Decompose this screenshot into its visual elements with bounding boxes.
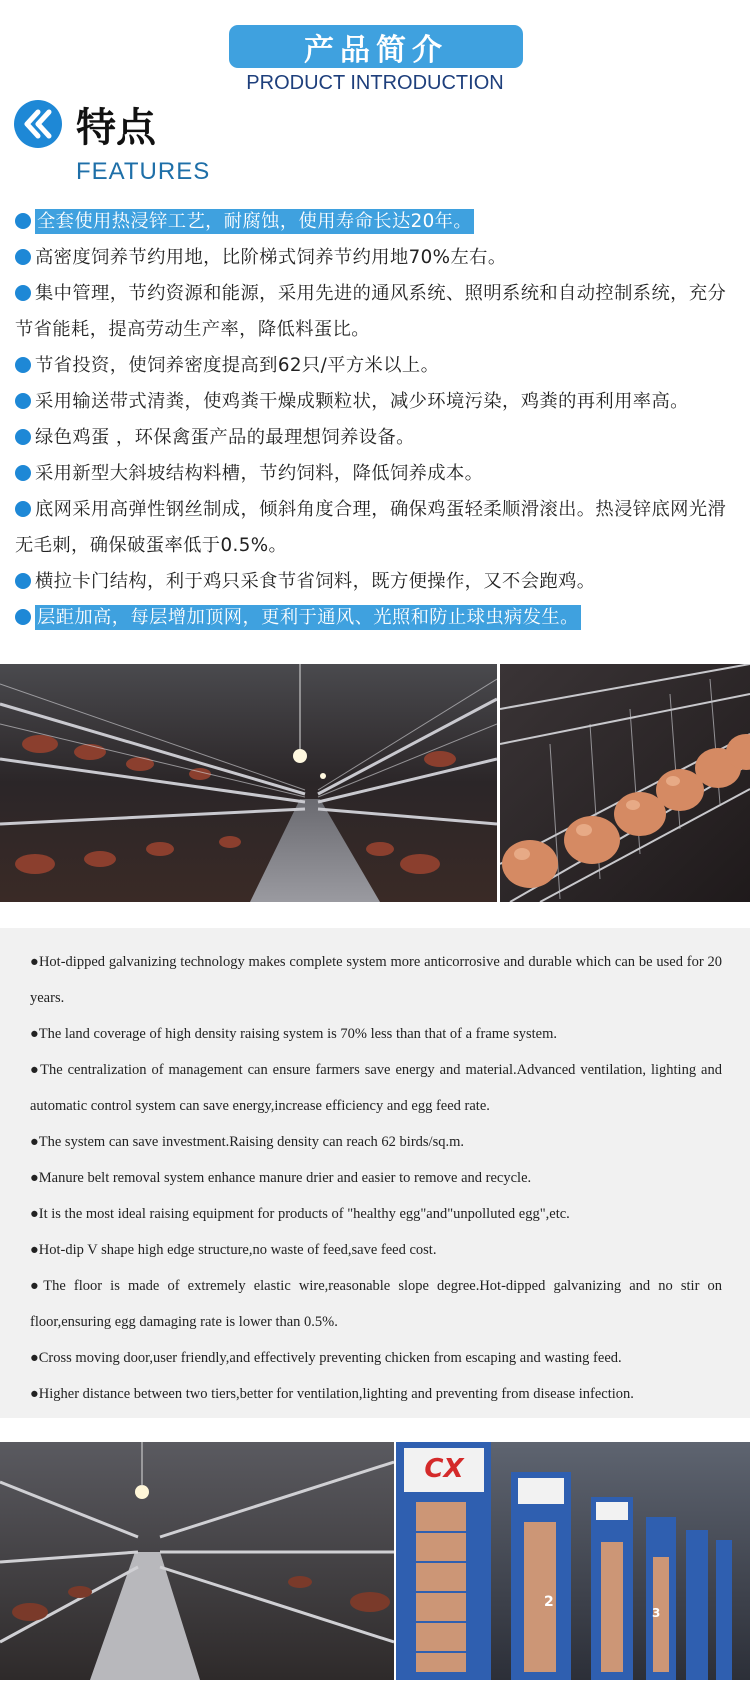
feature-text: 绿色鸡蛋 ，环保禽蛋产品的最理想饲养设备。 xyxy=(35,427,415,448)
bullet-dot-icon xyxy=(15,213,31,229)
feature-text: 节省投资，使饲养密度提高到62只/平方米以上。 xyxy=(35,355,440,376)
bullet-dot-icon xyxy=(15,609,31,625)
feature-item xyxy=(15,564,737,600)
brand-logo: CX xyxy=(424,1454,464,1484)
tier-number-label: 3 xyxy=(652,1606,661,1620)
feature-item xyxy=(15,204,737,240)
bullet-dot-icon xyxy=(15,249,31,265)
feature-item-en: ●Manure belt removal system enhance manure drier and easier to remove and recycle. xyxy=(30,1170,532,1186)
features-title: 特点 xyxy=(76,105,156,151)
feature-item xyxy=(15,276,737,348)
feature-item-en: ●Cross moving door,user friendly,and effectively preventing chicken from escaping and wasting feed. xyxy=(30,1350,622,1366)
feature-item-en: ●The system can save investment.Raising density can reach 62 birds/sq.m. xyxy=(30,1134,464,1150)
feature-text: 集中管理，节约资源和能源，采用先进的通风系统、照明系统和自动控制系统，充分节省能耗，提高劳动生产率，降低料蛋比。 xyxy=(15,283,727,340)
features-subtitle: FEATURES xyxy=(76,158,211,185)
double-chevron-left-icon xyxy=(14,100,62,148)
feature-text: 底网采用高弹性钢丝制成，倾斜角度合理，确保鸡蛋轻柔顺滑滚出。热浸锌底网光滑无毛刺，确保破蛋率低于0.5%。 xyxy=(15,499,727,556)
feature-text: 层距加高，每层增加顶网，更利于通风、光照和防止球虫病发生。 xyxy=(37,607,579,628)
features-list-cn xyxy=(15,204,737,636)
bullet-dot-icon xyxy=(15,357,31,373)
feature-item xyxy=(15,348,737,384)
bullet-dot-icon xyxy=(15,285,31,301)
feature-item xyxy=(15,456,737,492)
feature-text: 横拉卡门结构，利于鸡只采食节省饲料，既方便操作，又不会跑鸡。 xyxy=(35,571,596,592)
bullet-dot-icon xyxy=(15,465,31,481)
tier-number-label: 2 xyxy=(544,1594,554,1610)
feature-item xyxy=(15,240,737,276)
feature-item-en: ●It is the most ideal raising equipment for products of "healthy egg"and"unpolluted egg",etc. xyxy=(30,1206,570,1222)
feature-item-en: ●Hot-dip V shape high edge structure,no waste of feed,save feed cost. xyxy=(30,1242,437,1258)
feature-item-en: ●Hot-dipped galvanizing technology makes complete system more anticorrosive and durable which can be used for 20 years. xyxy=(30,954,722,1006)
feature-item xyxy=(15,492,737,564)
product-intro-title: 产品简介 xyxy=(229,25,523,68)
feature-text: 全套使用热浸锌工艺，耐腐蚀，使用寿命长达20年。 xyxy=(37,211,473,232)
bullet-dot-icon xyxy=(15,393,31,409)
features-panel-en xyxy=(0,928,750,1418)
feature-item-en: ●The land coverage of high density raising system is 70% less than that of a frame system. xyxy=(30,1026,558,1042)
cage-aisle-photo xyxy=(0,1442,394,1680)
feature-text: 采用输送带式清粪，使鸡粪干燥成颗粒状，减少环境污染，鸡粪的再利用率高。 xyxy=(35,391,689,412)
eggs-on-wire-photo xyxy=(500,664,750,902)
product-intro-subtitle: PRODUCT INTRODUCTION xyxy=(246,72,504,94)
feature-item xyxy=(15,384,737,420)
bullet-dot-icon xyxy=(15,573,31,589)
feature-text: 高密度饲养节约用地，比阶梯式饲养节约用地70%左右。 xyxy=(35,247,507,268)
bullet-dot-icon xyxy=(15,429,31,445)
feature-item-en: ●The floor is made of extremely elastic wire,reasonable slope degree.Hot-dipped galvanizing and no stir on floor,ensuring egg damaging rate is lower than 0.5%. xyxy=(30,1278,722,1330)
branded-cage-photo xyxy=(396,1442,750,1680)
feature-item-en: ●The centralization of management can ensure farmers save energy and material.Advanced ventilation, lighting and automatic control system can save energy,increase efficiency and egg feed rate. xyxy=(30,1062,722,1114)
feature-item xyxy=(15,600,737,636)
feature-text: 采用新型大斜坡结构料槽，节约饲料，降低饲养成本。 xyxy=(35,463,484,484)
feature-item xyxy=(15,420,737,456)
feature-item-en: ●Higher distance between two tiers,better for ventilation,lighting and preventing from disease infection. xyxy=(30,1386,634,1402)
bullet-dot-icon xyxy=(15,501,31,517)
cage-corridor-photo xyxy=(0,664,497,902)
